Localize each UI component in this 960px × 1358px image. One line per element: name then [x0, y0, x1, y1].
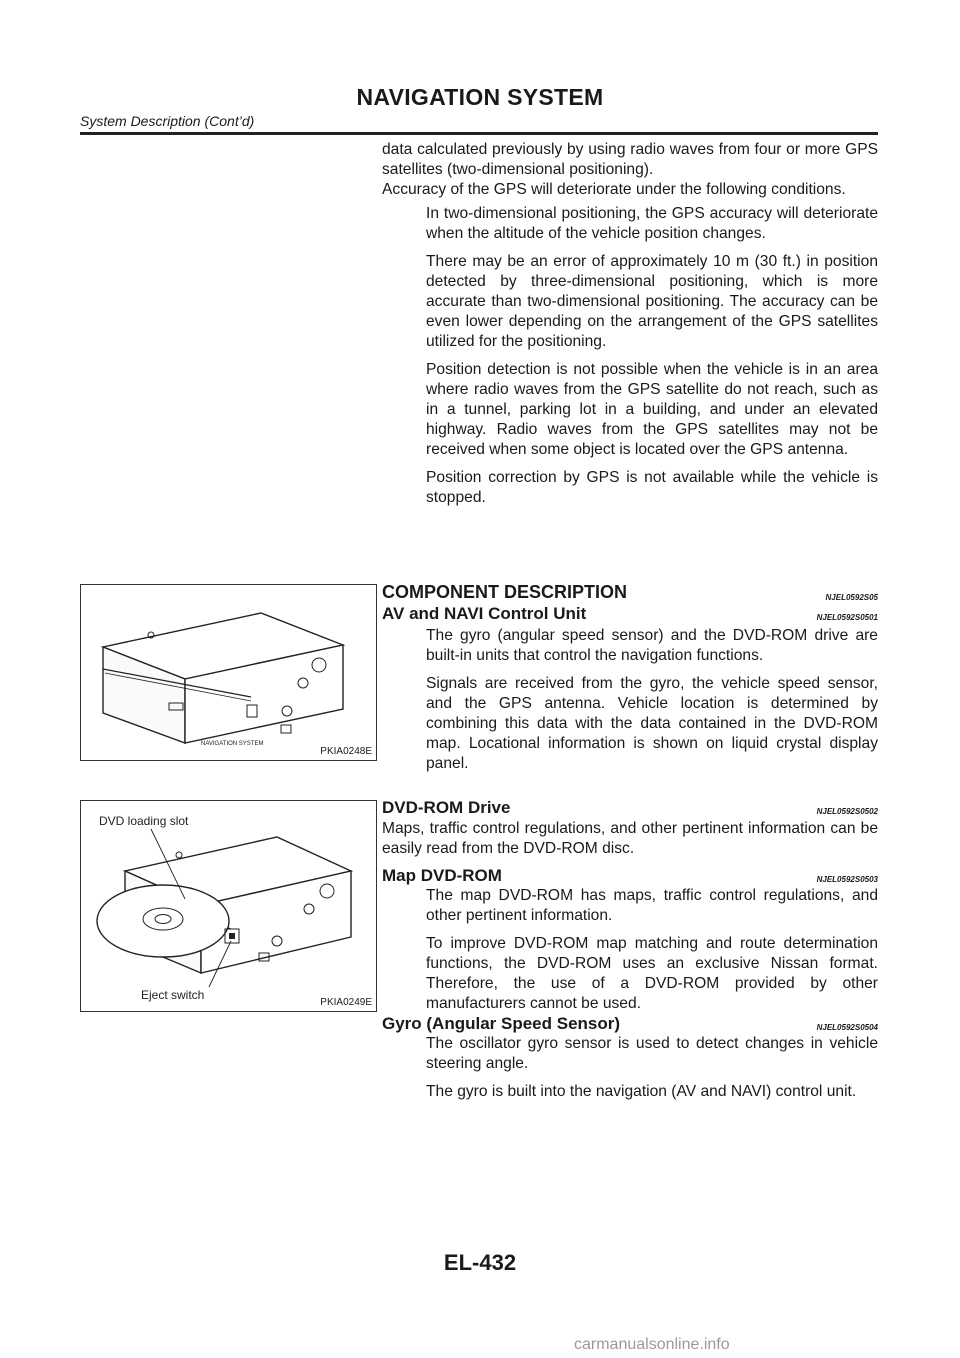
section-heading-dvd-rom-drive [382, 798, 878, 818]
figure-caption: PKIA0248E [320, 746, 372, 757]
section-heading-component-description [382, 582, 878, 604]
heading-text: Map DVD-ROM [382, 866, 502, 885]
section-heading-av-navi [382, 604, 878, 624]
page-title: NAVIGATION SYSTEM [356, 84, 604, 110]
header-rule [80, 132, 878, 135]
figure-av-navi-unit [80, 584, 377, 761]
paragraph: The map DVD-ROM has maps, traffic control regulations, and other pertinent information. [426, 887, 878, 924]
av-navi-unit-illustration [81, 585, 376, 760]
paragraph: Maps, traffic control regulations, and other pertinent information can be easily read from the DVD-ROM disc. [382, 820, 878, 857]
gyro-body [426, 1034, 878, 1110]
list-item: Position detection is not possible when the vehicle is in an area where radio waves from the GPS satellite do not reach, such as in a tunnel, parking lot in a building, and under an elevated highway. Radio waves from the GPS satellites may not be received when some object is located over the GPS antenna. [426, 361, 878, 458]
paragraph: The gyro (angular speed sensor) and the DVD-ROM drive are built-in units that control the navigation functions. [426, 627, 878, 664]
list-item: There may be an error of approximately 10 m (30 ft.) in position detected by three-dimensional positioning, which is more accurate than two-dimensional positioning. The accuracy can be even lower depending on the arrangement of the GPS satellites utilized for the positioning. [426, 253, 878, 350]
intro-bullets [382, 204, 878, 508]
section-code: NJEL0592S0503 [816, 875, 878, 884]
section-code: NJEL0592S05 [825, 593, 878, 602]
dvd-rom-drive-illustration [81, 801, 376, 1011]
label-dvd-loading-slot: DVD loading slot [99, 814, 189, 828]
paragraph: Signals are received from the gyro, the vehicle speed sensor, and the GPS antenna. Vehicle location is determined by combining this data with the data contained in the DVD-ROM map. Locational information is shown on liquid crystal display panel. [426, 675, 878, 772]
page-number: EL-432 [443, 1250, 517, 1275]
intro-paragraph-1: data calculated previously by using radio waves from four or more GPS satellites (two-dimensional positioning). [382, 141, 878, 178]
paragraph: To improve DVD-ROM map matching and route determination functions, the DVD-ROM uses an exclusive Nissan format. Therefore, the use of a DVD-ROM provided by other manufacturers cannot be used. [426, 935, 878, 1012]
section-heading-gyro [382, 1014, 878, 1034]
section-heading-map-dvd-rom [382, 866, 878, 886]
watermark: carmanualsonline.info [574, 1336, 730, 1353]
list-item: Position correction by GPS is not available while the vehicle is stopped. [426, 469, 878, 506]
heading-text: DVD-ROM Drive [382, 798, 511, 817]
heading-text: COMPONENT DESCRIPTION [382, 582, 628, 602]
paragraph: The oscillator gyro sensor is used to detect changes in vehicle steering angle. [426, 1035, 878, 1072]
dvd-drive-body [382, 819, 878, 867]
paragraph: The gyro is built into the navigation (AV and NAVI) control unit. [426, 1083, 857, 1100]
figure-caption: PKIA0249E [320, 997, 372, 1008]
intro-section [382, 140, 878, 516]
figure-dvd-rom-drive [80, 800, 377, 1012]
unit-label: NAVIGATION SYSTEM [201, 741, 264, 747]
heading-text: Gyro (Angular Speed Sensor) [382, 1014, 621, 1033]
list-item: In two-dimensional positioning, the GPS accuracy will deteriorate when the altitude of the vehicle position changes. [426, 205, 878, 242]
heading-text: AV and NAVI Control Unit [382, 604, 587, 623]
av-navi-body [426, 626, 878, 782]
label-eject-switch: Eject switch [141, 988, 205, 1002]
map-dvd-body [426, 886, 878, 1022]
intro-paragraph-2: Accuracy of the GPS will deteriorate under the following conditions. [382, 181, 846, 198]
section-code: NJEL0592S0501 [816, 613, 878, 622]
section-code: NJEL0592S0504 [816, 1023, 878, 1032]
section-code: NJEL0592S0502 [816, 807, 878, 816]
page-subtitle: System Description (Cont’d) [80, 113, 255, 129]
